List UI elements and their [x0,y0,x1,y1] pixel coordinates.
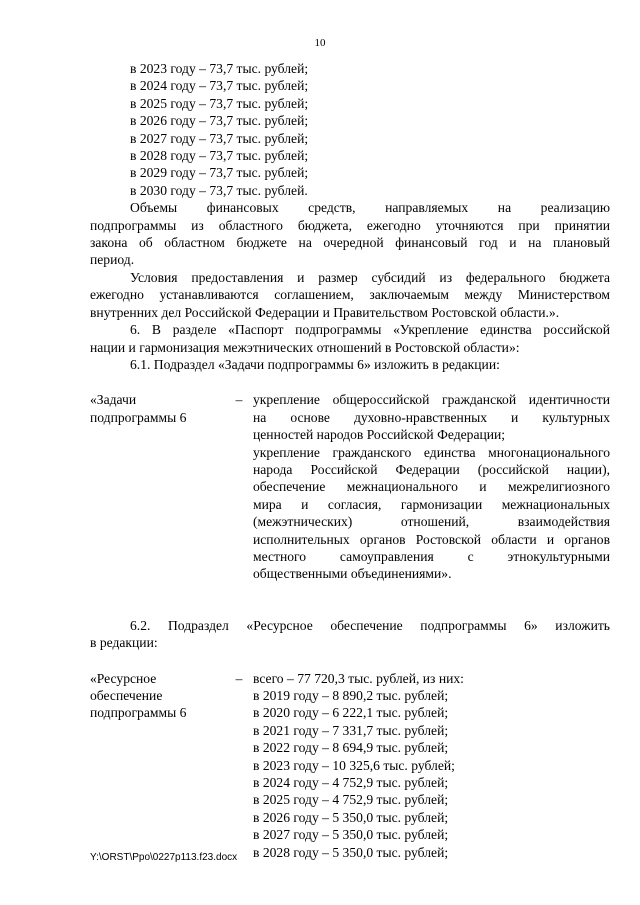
resource-line: в 2023 году – 10 325,6 тыс. рублей; [253,757,455,773]
text-line: на основе духовно-нравственных и культурных [253,409,610,425]
text-line: исполнительных органов Ростовской области и органов [253,531,610,547]
resource-line: в 2028 году – 5 350,0 тыс. рублей; [253,844,449,860]
resource-line: в 2027 году – 5 350,0 тыс. рублей; [253,827,449,843]
text-line: 6.2. Подраздел «Ресурсное обеспечение подпрограммы 6» изложить [130,617,610,633]
footer-file-path: Y:\ORST\Ppo\0227p113.f23.docx [90,852,238,863]
text-line: народа Российской Федерации (российской нации), [253,461,610,477]
paragraph-item-6-2 [90,617,610,652]
text-line: местного самоуправления с этнокультурными [253,548,610,564]
resource-list [253,670,610,861]
document-body [90,60,610,861]
text-line: Условия предоставления и размер субсидий из федерального бюджета [130,269,610,285]
text-line: в редакции: [90,635,158,651]
resource-line: в 2025 году – 4 752,9 тыс. рублей; [253,792,449,808]
resource-line: всего – 77 720,3 тыс. рублей, из них: [253,670,464,686]
text-line: нации и гармонизация межэтнических отношений в Ростовской области»: [90,339,520,355]
page-number: 10 [314,37,326,49]
text-line: подпрограммы из областного бюджета, ежегодно уточняются при принятии [90,217,610,233]
year-line: в 2028 году – 73,7 тыс. рублей; [130,148,309,164]
year-line: в 2023 году – 73,7 тыс. рублей; [130,61,309,76]
tasks-section [90,391,610,582]
tasks-label: «Задачи подпрограммы 6 [90,392,187,425]
year-list [90,60,610,199]
text-line: ценностей народов Российской Федерации; [253,427,506,443]
text-line: 6. В разделе «Паспорт подпрограммы «Укрепление единства российской [130,322,610,338]
year-line: в 2030 году – 73,7 тыс. рублей. [130,182,308,198]
resource-dash: – [235,670,243,686]
resource-line: в 2020 году – 6 222,1 тыс. рублей; [253,705,449,721]
year-line: в 2029 году – 73,7 тыс. рублей; [130,165,309,181]
text-line: закона об областном бюджете на очередной финансовый год и на плановый [90,235,610,251]
resource-line: в 2019 году – 8 890,2 тыс. рублей; [253,688,449,703]
resource-label: «Ресурсное обеспечение подпрограммы 6 [90,670,187,721]
text-line: ежегодно устанавливаются соглашением, заключаемым между Министерством [90,287,610,303]
text-line: укрепление общероссийской гражданской идентичности [253,392,610,408]
text-line: мира и согласия, гармонизации межнациональных [253,496,610,512]
resource-line: в 2026 году – 5 350,0 тыс. рублей; [253,809,449,825]
resource-line: в 2024 году – 4 752,9 тыс. рублей; [253,775,449,791]
resource-section [90,670,610,861]
text-line: обеспечение межнационального и межрелигиозного [253,479,610,495]
text-line: период. [90,252,135,268]
text-line: Объемы финансовых средств, направляемых на реализацию [130,200,610,216]
paragraph-item-6 [90,321,610,356]
text-line: укрепление гражданского единства многонационального [253,444,610,460]
paragraph-item-6-1: 6.1. Подраздел «Задачи подпрограммы 6» изложить в редакции: [130,356,500,372]
resource-line: в 2022 году – 8 694,9 тыс. рублей; [253,740,449,756]
tasks-dash: – [235,392,243,408]
year-line: в 2026 году – 73,7 тыс. рублей; [130,113,309,129]
text-line: (межэтнических) отношений, взаимодействия [253,514,610,530]
year-line: в 2027 году – 73,7 тыс. рублей; [130,130,309,146]
year-line: в 2024 году – 73,7 тыс. рублей; [130,78,309,94]
year-line: в 2025 году – 73,7 тыс. рублей; [130,95,309,111]
text-line: внутренних дел Российской Федерации и Правительством Ростовской области.». [90,304,560,320]
resource-line: в 2021 году – 7 331,7 тыс. рублей; [253,722,449,738]
tasks-text [253,391,610,582]
paragraph-financing-volumes [90,199,610,269]
text-line: общественными объединениями». [253,566,452,582]
paragraph-subsidy-conditions [90,269,610,321]
